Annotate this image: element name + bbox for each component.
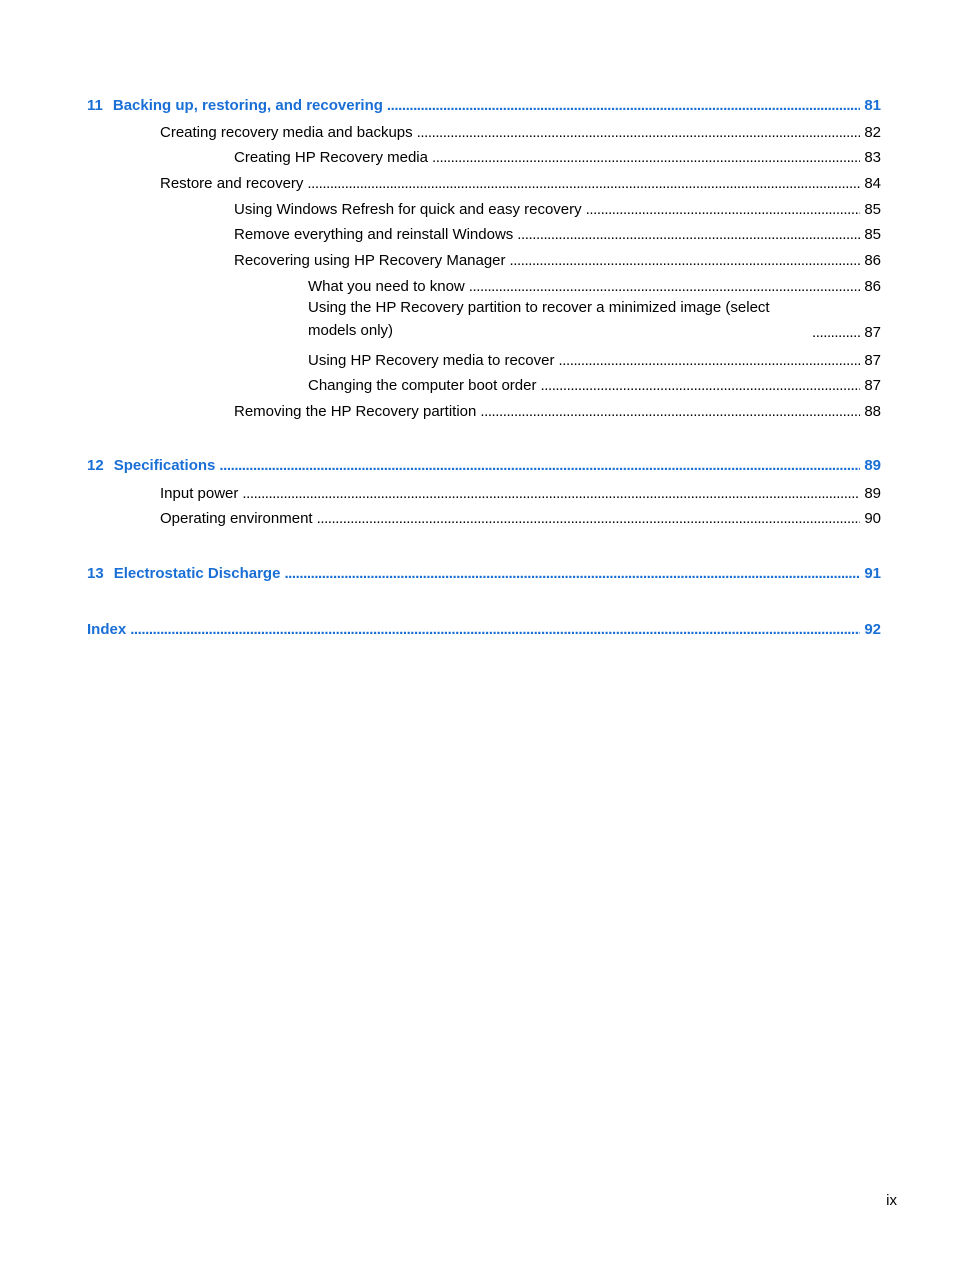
dot-leader bbox=[469, 278, 861, 296]
dot-leader bbox=[284, 565, 860, 583]
chapter-title: Electrostatic Discharge bbox=[113, 565, 281, 582]
entry-title: Changing the computer boot order bbox=[308, 377, 540, 395]
dot-leader bbox=[559, 352, 861, 370]
entry-title: What you need to know bbox=[308, 278, 469, 296]
page-number: 82 bbox=[860, 124, 881, 142]
dot-leader bbox=[219, 457, 860, 475]
toc-entry[interactable] bbox=[234, 226, 881, 244]
dot-leader bbox=[307, 175, 860, 193]
entry-title: Using Windows Refresh for quick and easy recovery bbox=[234, 201, 586, 219]
dot-leader bbox=[387, 97, 860, 115]
entry-title: Creating HP Recovery media bbox=[234, 149, 432, 167]
toc-entry[interactable] bbox=[160, 510, 881, 528]
dot-leader bbox=[317, 510, 861, 528]
page-number: 85 bbox=[860, 201, 881, 219]
page-number: 86 bbox=[860, 278, 881, 296]
page-number: 86 bbox=[860, 252, 881, 270]
page-number: 88 bbox=[860, 403, 881, 421]
dot-leader bbox=[510, 252, 861, 270]
toc-entry[interactable] bbox=[308, 377, 881, 395]
entry-title: Input power bbox=[160, 485, 242, 503]
entry-title: Using the HP Recovery partition to recover a minimized image (select models only) bbox=[308, 296, 812, 342]
page-number: 81 bbox=[860, 97, 881, 115]
entry-title: Removing the HP Recovery partition bbox=[234, 403, 480, 421]
dot-leader bbox=[517, 226, 860, 244]
entry-title: Restore and recovery bbox=[160, 175, 307, 193]
dot-leader bbox=[812, 324, 860, 342]
chapter-number: 13 bbox=[87, 565, 104, 582]
entry-title: Remove everything and reinstall Windows bbox=[234, 226, 517, 244]
toc-entry[interactable] bbox=[160, 124, 881, 142]
toc-entry[interactable] bbox=[234, 149, 881, 167]
page-number: 91 bbox=[860, 565, 881, 583]
dot-leader bbox=[586, 201, 861, 219]
page-number: 85 bbox=[860, 226, 881, 244]
page-number: 83 bbox=[860, 149, 881, 167]
page-number: 84 bbox=[860, 175, 881, 193]
chapter-title: Specifications bbox=[113, 457, 216, 474]
toc-chapter-13[interactable] bbox=[87, 565, 881, 583]
toc-entry[interactable] bbox=[234, 252, 881, 270]
page-folio: ix bbox=[886, 1192, 897, 1209]
dot-leader bbox=[242, 485, 860, 503]
page-number: 90 bbox=[860, 510, 881, 528]
entry-title: Recovering using HP Recovery Manager bbox=[234, 252, 510, 270]
dot-leader bbox=[130, 621, 860, 639]
page-number: 89 bbox=[860, 485, 881, 503]
page-number: 89 bbox=[860, 457, 881, 475]
entry-title: Creating recovery media and backups bbox=[160, 124, 417, 142]
toc-entry[interactable] bbox=[308, 352, 881, 370]
dot-leader bbox=[432, 149, 860, 167]
toc-entry[interactable] bbox=[160, 175, 881, 193]
page-number: 87 bbox=[860, 324, 881, 342]
toc-entry[interactable] bbox=[160, 485, 881, 503]
chapter-title: Index bbox=[87, 621, 130, 639]
chapter-number: 11 bbox=[87, 97, 103, 114]
toc-chapter-12[interactable] bbox=[87, 457, 881, 475]
dot-leader bbox=[417, 124, 861, 142]
page-number: 87 bbox=[860, 352, 881, 370]
dot-leader bbox=[480, 403, 860, 421]
toc-entry[interactable] bbox=[234, 403, 881, 421]
page-number: 92 bbox=[860, 621, 881, 639]
toc-entry[interactable] bbox=[308, 278, 881, 296]
entry-title: Operating environment bbox=[160, 510, 317, 528]
entry-title: Using HP Recovery media to recover bbox=[308, 352, 559, 370]
chapter-number: 12 bbox=[87, 457, 104, 474]
dot-leader bbox=[540, 377, 860, 395]
chapter-title: Backing up, restoring, and recovering bbox=[112, 97, 383, 114]
toc-chapter-index[interactable] bbox=[87, 621, 881, 639]
page-number: 87 bbox=[860, 377, 881, 395]
toc-chapter-11[interactable] bbox=[87, 97, 881, 115]
toc-entry[interactable] bbox=[308, 301, 881, 342]
toc-entry[interactable] bbox=[234, 201, 881, 219]
